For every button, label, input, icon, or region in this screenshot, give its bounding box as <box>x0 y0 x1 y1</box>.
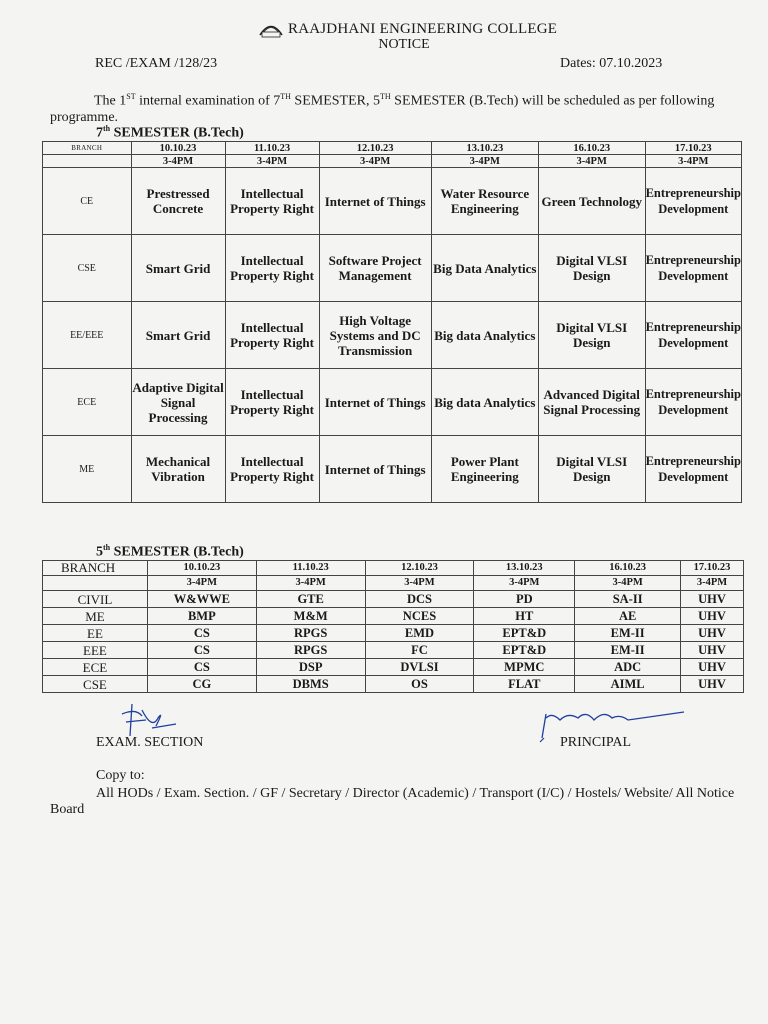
sem7-subject-cell: Big data Analytics <box>431 369 538 436</box>
sem7-subject-cell: Entrepreneurship Development <box>645 168 741 235</box>
sem7-table-row <box>43 436 742 503</box>
sem7-time-cell: 3-4PM <box>645 155 741 168</box>
sem5-timetable <box>42 560 744 693</box>
sem7-branch-header: BRANCH <box>43 142 132 155</box>
notice-date: Dates: 07.10.2023 <box>560 56 663 71</box>
sem5-table-row <box>43 591 744 608</box>
sem5-date-cell: 13.10.23 <box>474 561 575 576</box>
sem5-subject-cell: UHV <box>681 625 744 642</box>
sem5-subject-cell: DCS <box>365 591 474 608</box>
college-logo-icon <box>258 20 284 38</box>
sem5-subject-cell: UHV <box>681 591 744 608</box>
sem7-subject-cell: High Voltage Systems and DC Transmission <box>319 302 431 369</box>
sem5-subject-cell: CG <box>147 676 256 693</box>
sem7-date-cell: 13.10.23 <box>431 142 538 155</box>
sem5-subject-cell: DBMS <box>256 676 365 693</box>
notice-heading: NOTICE <box>378 37 430 52</box>
sem5-subject-cell: HT <box>474 608 575 625</box>
sem7-branch-cell: CSE <box>43 235 132 302</box>
sem7-time-blank <box>43 155 132 168</box>
sem7-subject-cell: Prestressed Concrete <box>131 168 225 235</box>
sem7-table-row <box>43 302 742 369</box>
sem5-time-row <box>43 576 744 591</box>
copy-to-label: Copy to: <box>96 768 145 783</box>
sem7-subject-cell: Entrepreneurship Development <box>645 235 741 302</box>
exam-section-signature <box>112 700 182 740</box>
sem7-subject-cell: Intellectual Property Right <box>225 436 319 503</box>
sem7-timetable <box>42 141 742 503</box>
sem7-date-cell: 12.10.23 <box>319 142 431 155</box>
reference-number: REC /EXAM /128/23 <box>95 56 218 71</box>
sem5-subject-cell: RPGS <box>256 625 365 642</box>
sem5-title: 5th SEMESTER (B.Tech) <box>96 543 244 560</box>
exam-section-label: EXAM. SECTION <box>96 735 204 750</box>
sem5-time-blank <box>43 576 148 591</box>
sem5-time-cell: 3-4PM <box>365 576 474 591</box>
sem5-subject-cell: PD <box>474 591 575 608</box>
sem5-branch-header: BRANCH <box>43 561 148 576</box>
sem7-subject-cell: Internet of Things <box>319 436 431 503</box>
sem5-subject-cell: UHV <box>681 676 744 693</box>
sem5-table-row <box>43 676 744 693</box>
sem7-branch-cell: CE <box>43 168 132 235</box>
sem5-subject-cell: EM-II <box>575 642 681 659</box>
sem7-subject-cell: Mechanical Vibration <box>131 436 225 503</box>
sem5-date-cell: 10.10.23 <box>147 561 256 576</box>
sem5-subject-cell: UHV <box>681 642 744 659</box>
sem5-time-cell: 3-4PM <box>681 576 744 591</box>
sem7-time-cell: 3-4PM <box>319 155 431 168</box>
sem7-subject-cell: Entrepreneurship Development <box>645 436 741 503</box>
sem5-time-cell: 3-4PM <box>256 576 365 591</box>
sem5-branch-cell: ME <box>43 608 148 625</box>
sem5-table-row <box>43 642 744 659</box>
sem5-date-row <box>43 561 744 576</box>
sem5-subject-cell: RPGS <box>256 642 365 659</box>
sem5-subject-cell: EPT&D <box>474 625 575 642</box>
sem5-subject-cell: UHV <box>681 659 744 676</box>
sem7-time-cell: 3-4PM <box>131 155 225 168</box>
sem5-date-cell: 16.10.23 <box>575 561 681 576</box>
sem5-table-row <box>43 608 744 625</box>
sem7-subject-cell: Smart Grid <box>131 302 225 369</box>
sem7-date-cell: 10.10.23 <box>131 142 225 155</box>
sem7-branch-cell: EE/EEE <box>43 302 132 369</box>
intro-paragraph: The 1ST internal examination of 7TH SEMESTER, 5TH SEMESTER (B.Tech) will be scheduled as per following programme. <box>50 92 715 125</box>
sem5-subject-cell: OS <box>365 676 474 693</box>
sem7-subject-cell: Green Technology <box>538 168 645 235</box>
sem7-subject-cell: Digital VLSI Design <box>538 235 645 302</box>
sem7-branch-cell: ECE <box>43 369 132 436</box>
sem5-subject-cell: SA-II <box>575 591 681 608</box>
sem7-subject-cell: Digital VLSI Design <box>538 436 645 503</box>
sem7-title: 7th SEMESTER (B.Tech) <box>96 124 244 141</box>
sem7-subject-cell: Intellectual Property Right <box>225 369 319 436</box>
sem7-branch-cell: ME <box>43 436 132 503</box>
sem7-subject-cell: Entrepreneurship Development <box>645 369 741 436</box>
sem7-table-row <box>43 168 742 235</box>
sem5-branch-cell: CIVIL <box>43 591 148 608</box>
sem5-time-cell: 3-4PM <box>575 576 681 591</box>
sem7-subject-cell: Intellectual Property Right <box>225 235 319 302</box>
sem7-date-cell: 17.10.23 <box>645 142 741 155</box>
sem7-table-row <box>43 369 742 436</box>
sem7-subject-cell: Smart Grid <box>131 235 225 302</box>
sem5-subject-cell: EM-II <box>575 625 681 642</box>
sem7-time-cell: 3-4PM <box>538 155 645 168</box>
sem7-time-cell: 3-4PM <box>225 155 319 168</box>
sem5-subject-cell: AIML <box>575 676 681 693</box>
sem7-time-cell: 3-4PM <box>431 155 538 168</box>
sem5-branch-cell: EE <box>43 625 148 642</box>
sem5-time-cell: 3-4PM <box>147 576 256 591</box>
sem5-subject-cell: EMD <box>365 625 474 642</box>
college-title <box>258 20 557 38</box>
sem5-subject-cell: W&WWE <box>147 591 256 608</box>
sem5-branch-cell: CSE <box>43 676 148 693</box>
sem5-subject-cell: EPT&D <box>474 642 575 659</box>
sem7-date-cell: 11.10.23 <box>225 142 319 155</box>
sem5-subject-cell: CS <box>147 642 256 659</box>
sem5-subject-cell: NCES <box>365 608 474 625</box>
sem5-date-cell: 17.10.23 <box>681 561 744 576</box>
sem5-subject-cell: MPMC <box>474 659 575 676</box>
sem5-subject-cell: UHV <box>681 608 744 625</box>
sem7-subject-cell: Intellectual Property Right <box>225 168 319 235</box>
sem5-table-row <box>43 625 744 642</box>
copy-distribution-list: All HODs / Exam. Section. / GF / Secretary / Director (Academic) / Transport (I/C) / Hostels/ Website/ All Notice Board <box>50 786 735 817</box>
college-name: RAAJDHANI ENGINEERING COLLEGE <box>288 20 558 37</box>
sem7-table-row <box>43 235 742 302</box>
sem5-subject-cell: FC <box>365 642 474 659</box>
sem7-subject-cell: Adaptive Digital Signal Processing <box>131 369 225 436</box>
sem7-subject-cell: Internet of Things <box>319 369 431 436</box>
sem5-subject-cell: ADC <box>575 659 681 676</box>
sem7-subject-cell: Advanced Digital Signal Processing <box>538 369 645 436</box>
sem7-subject-cell: Water Resource Engineering <box>431 168 538 235</box>
sem7-subject-cell: Big Data Analytics <box>431 235 538 302</box>
sem7-subject-cell: Digital VLSI Design <box>538 302 645 369</box>
sem5-subject-cell: DSP <box>256 659 365 676</box>
sem5-subject-cell: AE <box>575 608 681 625</box>
sem7-date-cell: 16.10.23 <box>538 142 645 155</box>
sem5-table-row <box>43 659 744 676</box>
principal-label: PRINCIPAL <box>560 735 632 750</box>
sem5-subject-cell: GTE <box>256 591 365 608</box>
sem5-branch-cell: EEE <box>43 642 148 659</box>
sem5-branch-cell: ECE <box>43 659 148 676</box>
sem5-time-cell: 3-4PM <box>474 576 575 591</box>
sem7-subject-cell: Entrepreneurship Development <box>645 302 741 369</box>
sem5-date-cell: 12.10.23 <box>365 561 474 576</box>
sem7-time-row <box>43 155 742 168</box>
sem5-subject-cell: BMP <box>147 608 256 625</box>
sem5-subject-cell: DVLSI <box>365 659 474 676</box>
sem5-subject-cell: M&M <box>256 608 365 625</box>
sem7-subject-cell: Internet of Things <box>319 168 431 235</box>
sem7-date-row <box>43 142 742 155</box>
sem7-subject-cell: Intellectual Property Right <box>225 302 319 369</box>
sem7-subject-cell: Big data Analytics <box>431 302 538 369</box>
sem5-date-cell: 11.10.23 <box>256 561 365 576</box>
sem7-subject-cell: Software Project Management <box>319 235 431 302</box>
sem7-subject-cell: Power Plant Engineering <box>431 436 538 503</box>
sem5-subject-cell: CS <box>147 625 256 642</box>
sem5-subject-cell: FLAT <box>474 676 575 693</box>
sem5-subject-cell: CS <box>147 659 256 676</box>
